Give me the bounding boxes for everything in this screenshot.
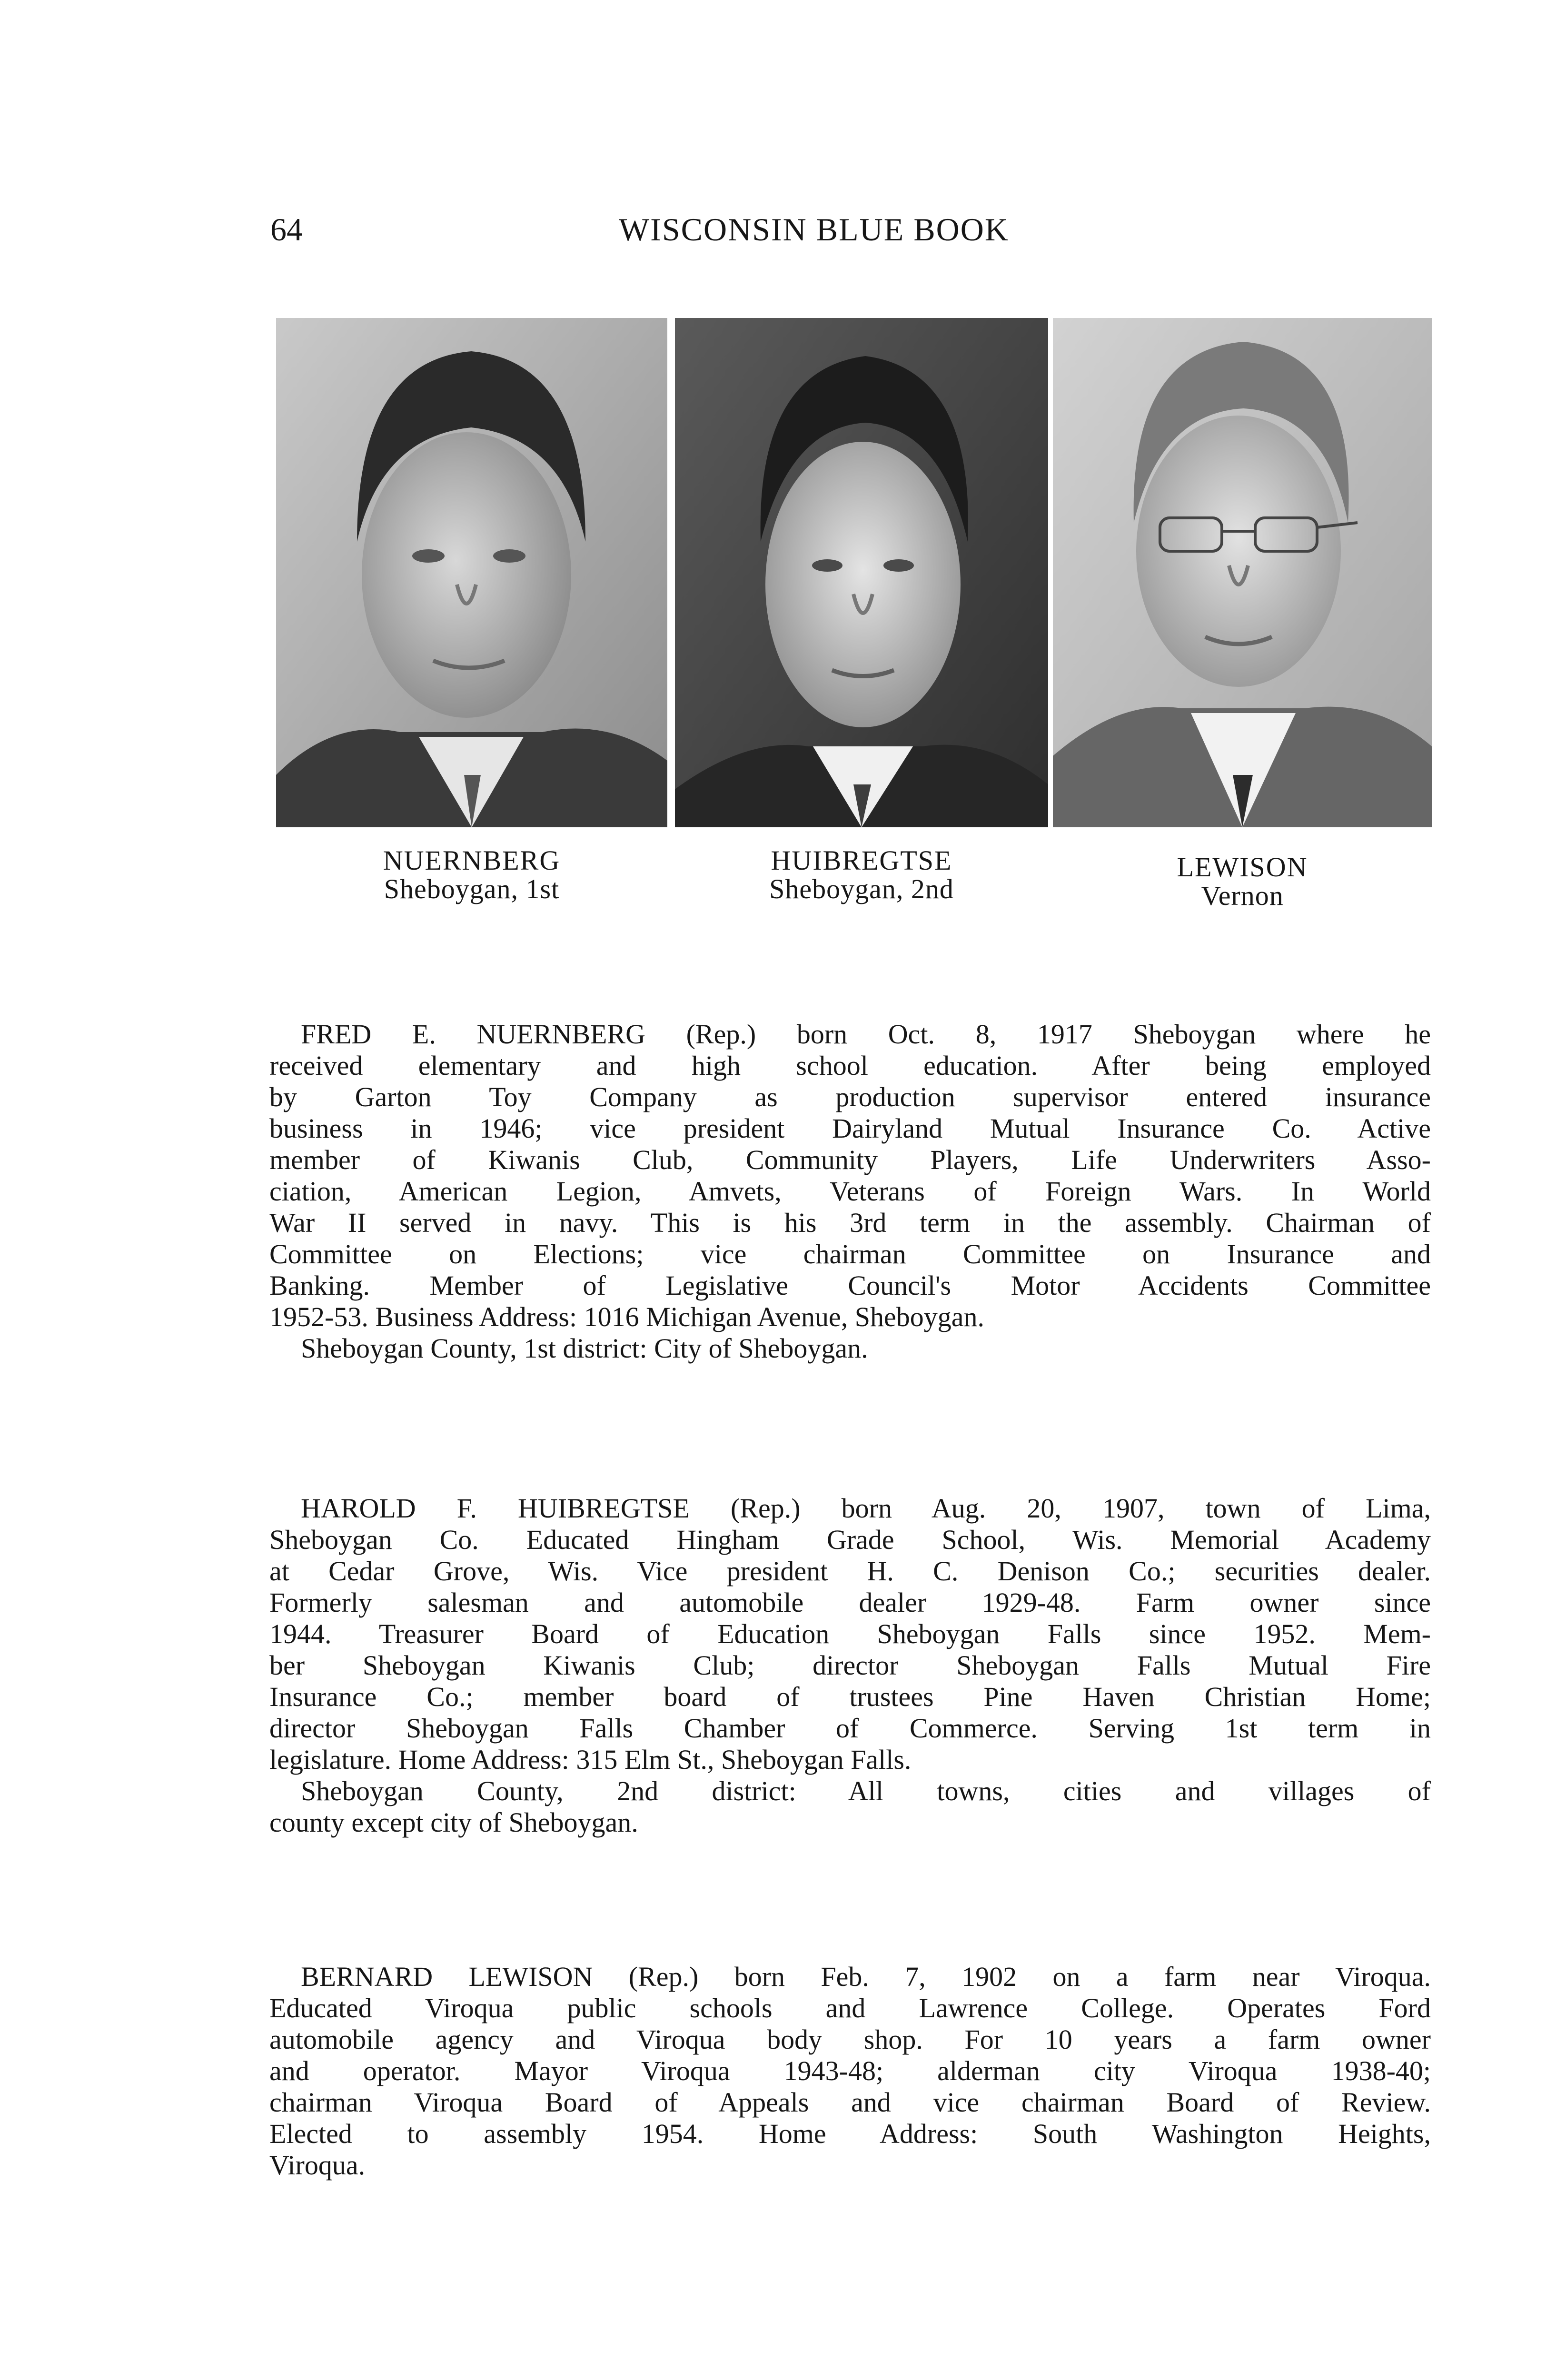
portrait-photo-huibregtse xyxy=(675,318,1048,827)
bio-line: member of Kiwanis Club, Community Players, Life Underwriters Asso- xyxy=(269,1144,1431,1175)
bio-line: BERNARD LEWISON (Rep.) born Feb. 7, 1902 on a farm near Viroqua. xyxy=(301,1961,1431,1992)
bio-line: HAROLD F. HUIBREGTSE (Rep.) born Aug. 20, 1907, town of Lima, xyxy=(301,1493,1431,1524)
biography-nuernberg xyxy=(269,1019,1431,1364)
portrait-photo-lewison xyxy=(1053,318,1432,827)
portrait-photo-nuernberg xyxy=(276,318,667,827)
bio-line: Educated Viroqua public schools and Lawrence College. Operates Ford xyxy=(269,1993,1431,2023)
bio-line: Formerly salesman and automobile dealer 1929-48. Farm owner since xyxy=(269,1587,1431,1618)
bio-line: Viroqua. xyxy=(269,2150,366,2181)
bio-line: business in 1946; vice president Dairyland Mutual Insurance Co. Active xyxy=(269,1113,1431,1144)
caption-name: HUIBREGTSE xyxy=(771,845,952,876)
bio-line: and operator. Mayor Viroqua 1943-48; alderman city Viroqua 1938-40; xyxy=(269,2055,1431,2086)
bio-line: automobile agency and Viroqua body shop. For 10 years a farm owner xyxy=(269,2024,1431,2055)
caption-district: Vernon xyxy=(1201,880,1284,911)
bio-line: Committee on Elections; vice chairman Committee on Insurance and xyxy=(269,1239,1431,1269)
bio-line: director Sheboygan Falls Chamber of Commerce. Serving 1st term in xyxy=(269,1713,1431,1744)
running-title: WISCONSIN BLUE BOOK xyxy=(619,211,1009,248)
caption-name: LEWISON xyxy=(1177,852,1308,883)
caption-district: Sheboygan, 2nd xyxy=(769,873,954,904)
caption-district: Sheboygan, 1st xyxy=(384,873,560,904)
bio-line: 1944. Treasurer Board of Education Sheboygan Falls since 1952. Mem- xyxy=(269,1618,1431,1649)
bio-line: received elementary and high school education. After being employed xyxy=(269,1050,1431,1081)
bio-line: Elected to assembly 1954. Home Address: South Washington Heights, xyxy=(269,2118,1431,2149)
bio-line: Insurance Co.; member board of trustees Pine Haven Christian Home; xyxy=(269,1681,1431,1712)
bio-line: Banking. Member of Legislative Council's Motor Accidents Committee xyxy=(269,1270,1431,1301)
bio-line: Sheboygan Co. Educated Hingham Grade School, Wis. Memorial Academy xyxy=(269,1524,1431,1555)
biography-huibregtse xyxy=(269,1493,1431,1838)
bio-line: by Garton Toy Company as production supervisor entered insurance xyxy=(269,1081,1431,1112)
caption-name: NUERNBERG xyxy=(383,845,561,876)
bio-line: 1952-53. Business Address: 1016 Michigan Avenue, Sheboygan. xyxy=(269,1301,984,1332)
bio-line: War II served in navy. This is his 3rd term in the assembly. Chairman of xyxy=(269,1207,1431,1238)
bio-line: FRED E. NUERNBERG (Rep.) born Oct. 8, 1917 Sheboygan where he xyxy=(301,1019,1431,1050)
portrait-caption xyxy=(675,846,1048,903)
bio-line: ber Sheboygan Kiwanis Club; director Sheboygan Falls Mutual Fire xyxy=(269,1650,1431,1681)
portrait-caption xyxy=(1053,853,1432,910)
bio-district-line: Sheboygan County, 1st district: City of Sheboygan. xyxy=(301,1333,868,1364)
biography-lewison xyxy=(269,1961,1431,2181)
bio-line: chairman Viroqua Board of Appeals and vice chairman Board of Review. xyxy=(269,2087,1431,2118)
bio-line: ciation, American Legion, Amvets, Veterans of Foreign Wars. In World xyxy=(269,1176,1431,1207)
bio-line: at Cedar Grove, Wis. Vice president H. C. Denison Co.; securities dealer. xyxy=(269,1556,1431,1587)
portrait-caption xyxy=(276,846,667,903)
bio-line: legislature. Home Address: 315 Elm St., Sheboygan Falls. xyxy=(269,1744,912,1775)
bio-district-line: Sheboygan County, 2nd district: All towns, cities and villages of xyxy=(301,1775,1431,1806)
page-number: 64 xyxy=(270,211,303,248)
bio-district-line: county except city of Sheboygan. xyxy=(269,1807,638,1838)
